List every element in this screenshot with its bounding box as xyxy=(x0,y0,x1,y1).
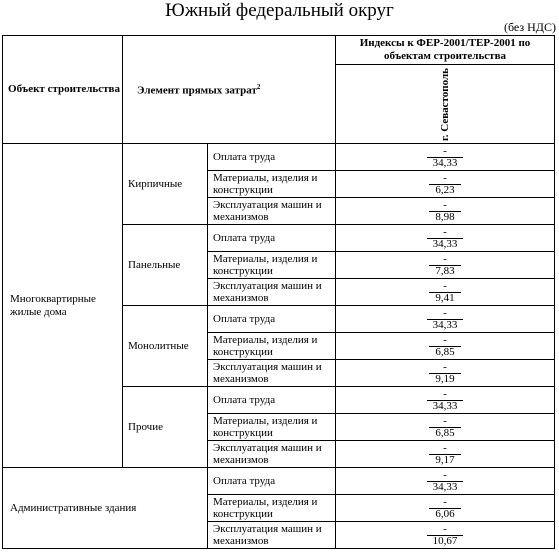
index-value: 6,85 xyxy=(435,426,455,439)
index-fraction xyxy=(429,443,460,466)
index-fraction xyxy=(429,281,460,304)
index-value: 10,67 xyxy=(432,534,458,547)
index-table xyxy=(2,35,555,549)
index-dash: - xyxy=(427,524,464,536)
element-name: Эксплуатация машин и механизмов xyxy=(208,198,336,225)
subtype-name: Монолитные xyxy=(123,306,208,387)
header-row xyxy=(3,36,555,65)
index-value-cell xyxy=(336,414,555,441)
header-element-footnote: 2 xyxy=(256,83,261,92)
index-fraction xyxy=(427,389,464,412)
index-value-cell xyxy=(336,171,555,198)
index-value: 9,19 xyxy=(435,372,455,385)
index-fraction xyxy=(429,200,460,223)
index-fraction xyxy=(429,173,460,196)
index-dash: - xyxy=(429,497,460,509)
index-value-cell xyxy=(336,144,555,171)
element-name: Эксплуатация машин и механизмов xyxy=(208,279,336,306)
element-name: Оплата труда xyxy=(208,144,336,171)
page-title: Южный федеральный округ xyxy=(165,0,394,21)
index-dash: - xyxy=(429,254,460,266)
element-name: Материалы, изделия и конструкции xyxy=(208,495,336,522)
index-fraction xyxy=(427,308,464,331)
header-indices: Индексы к ФЕР-2001/ТЕР-2001 по объектам строительства xyxy=(336,36,555,65)
index-value: 34,33 xyxy=(432,156,458,169)
index-dash: - xyxy=(427,308,464,320)
index-fraction xyxy=(427,470,464,493)
index-dash: - xyxy=(427,470,464,482)
index-value: 9,41 xyxy=(435,291,455,304)
index-value-cell xyxy=(336,441,555,468)
index-dash: - xyxy=(429,362,460,374)
element-name: Материалы, изделия и конструкции xyxy=(208,414,336,441)
subtype-name: Панельные xyxy=(123,225,208,306)
index-value: 8,98 xyxy=(435,210,455,223)
index-dash: - xyxy=(427,227,464,239)
index-fraction xyxy=(427,524,464,547)
index-value: 6,06 xyxy=(435,507,455,520)
index-value-cell xyxy=(336,495,555,522)
element-name: Оплата труда xyxy=(208,306,336,333)
index-dash: - xyxy=(427,389,464,401)
element-name: Оплата труда xyxy=(208,387,336,414)
index-dash: - xyxy=(429,335,460,347)
table-body xyxy=(3,144,555,549)
index-value-cell xyxy=(336,225,555,252)
element-name: Материалы, изделия и конструкции xyxy=(208,252,336,279)
index-value: 7,83 xyxy=(435,264,455,277)
header-element-text: Элемент прямых затрат xyxy=(137,84,257,97)
index-value-cell xyxy=(336,279,555,306)
index-value: 34,33 xyxy=(432,237,458,250)
index-dash: - xyxy=(429,281,460,293)
index-fraction xyxy=(427,146,464,169)
index-value-cell xyxy=(336,522,555,549)
element-name: Эксплуатация машин и механизмов xyxy=(208,441,336,468)
index-value-cell xyxy=(336,306,555,333)
subtype-name: Кирпичные xyxy=(123,144,208,225)
index-value: 9,17 xyxy=(435,453,455,466)
index-fraction xyxy=(429,335,460,358)
header-city-cell xyxy=(336,65,555,144)
index-fraction xyxy=(429,497,460,520)
vat-note: (без НДС) xyxy=(503,20,556,34)
index-fraction xyxy=(429,362,460,385)
header-city: г. Севастополь xyxy=(439,67,452,141)
index-value-cell xyxy=(336,387,555,414)
index-value-cell xyxy=(336,198,555,225)
element-name: Оплата труда xyxy=(208,468,336,495)
index-value: 34,33 xyxy=(432,480,458,493)
element-name: Материалы, изделия и конструкции xyxy=(208,333,336,360)
index-value: 6,85 xyxy=(435,345,455,358)
index-fraction xyxy=(427,227,464,250)
header-object: Объект строительства xyxy=(3,36,123,144)
table-row xyxy=(3,468,555,495)
index-dash: - xyxy=(429,200,460,212)
index-fraction xyxy=(429,416,460,439)
index-dash: - xyxy=(429,443,460,455)
element-name: Эксплуатация машин и механизмов xyxy=(208,360,336,387)
header-element xyxy=(123,36,336,144)
index-value: 34,33 xyxy=(432,318,458,331)
index-value-cell xyxy=(336,252,555,279)
element-name: Эксплуатация машин и механизмов xyxy=(208,522,336,549)
subtype-name: Прочие xyxy=(123,387,208,468)
object-name: Многоквартирные жилые дома xyxy=(3,144,123,468)
object-name: Административные здания xyxy=(3,468,208,549)
element-name: Оплата труда xyxy=(208,225,336,252)
index-fraction xyxy=(429,254,460,277)
index-value-cell xyxy=(336,333,555,360)
index-value-cell xyxy=(336,468,555,495)
index-value: 6,23 xyxy=(435,183,455,196)
element-name: Материалы, изделия и конструкции xyxy=(208,171,336,198)
index-value-cell xyxy=(336,360,555,387)
index-dash: - xyxy=(427,146,464,158)
index-value: 34,33 xyxy=(432,399,458,412)
index-dash: - xyxy=(429,173,460,185)
index-dash: - xyxy=(429,416,460,428)
table-row xyxy=(3,144,555,171)
